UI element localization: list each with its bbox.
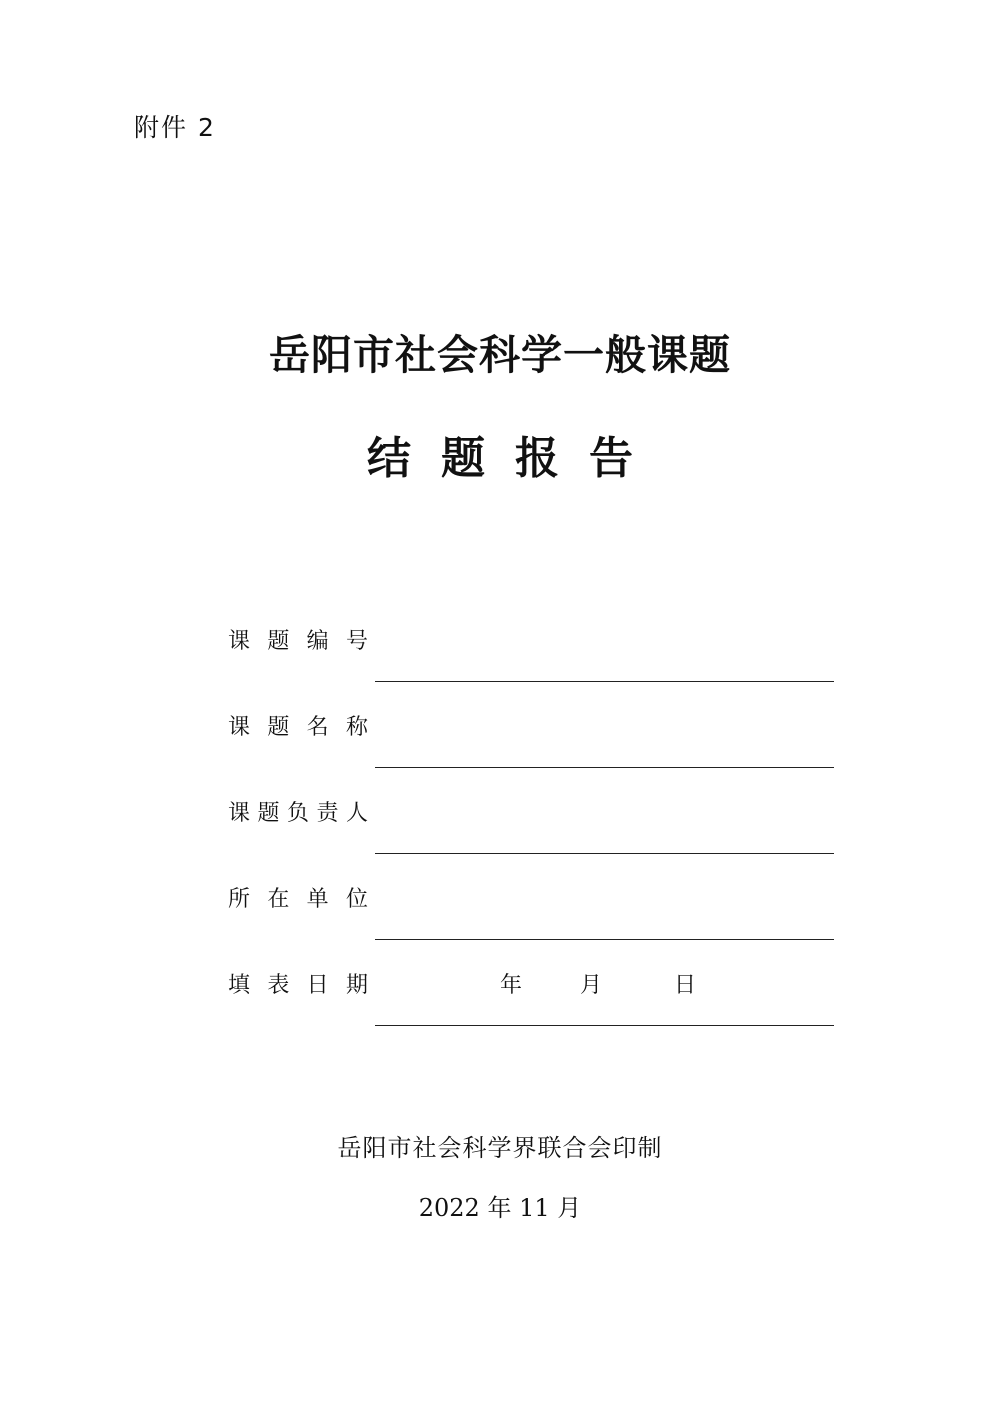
- project-number-label: 课 题 编 号: [228, 629, 368, 654]
- fill-date-label: 填 表 日 期: [228, 973, 368, 998]
- month-label: 月: [580, 973, 603, 998]
- project-name-label: 课 题 名 称: [228, 715, 368, 740]
- document-title: 岳阳市社会科学一般课题: [269, 331, 731, 379]
- form-row-organization: [228, 882, 834, 932]
- organization-label: 所 在 单 位: [228, 887, 368, 912]
- day-label: 日: [674, 973, 697, 998]
- year-label: 年: [500, 973, 523, 998]
- form-row-project-leader: [228, 796, 834, 846]
- project-leader-label: 课 题 负 责 人: [228, 801, 368, 826]
- underline: [375, 767, 834, 768]
- publication-date: 2022 年 11 月: [418, 1194, 582, 1222]
- underline: [375, 1025, 834, 1026]
- underline: [375, 939, 834, 940]
- form-row-project-number: [228, 624, 834, 674]
- publisher-text: 岳阳市社会科学界联合会印制: [337, 1134, 663, 1162]
- attachment-label: 附件 2: [134, 113, 216, 142]
- underline: [375, 853, 834, 854]
- document-subtitle: 结题报告: [367, 433, 663, 484]
- form-row-fill-date: [228, 968, 834, 1018]
- underline: [375, 681, 834, 682]
- form-row-project-name: [228, 710, 834, 760]
